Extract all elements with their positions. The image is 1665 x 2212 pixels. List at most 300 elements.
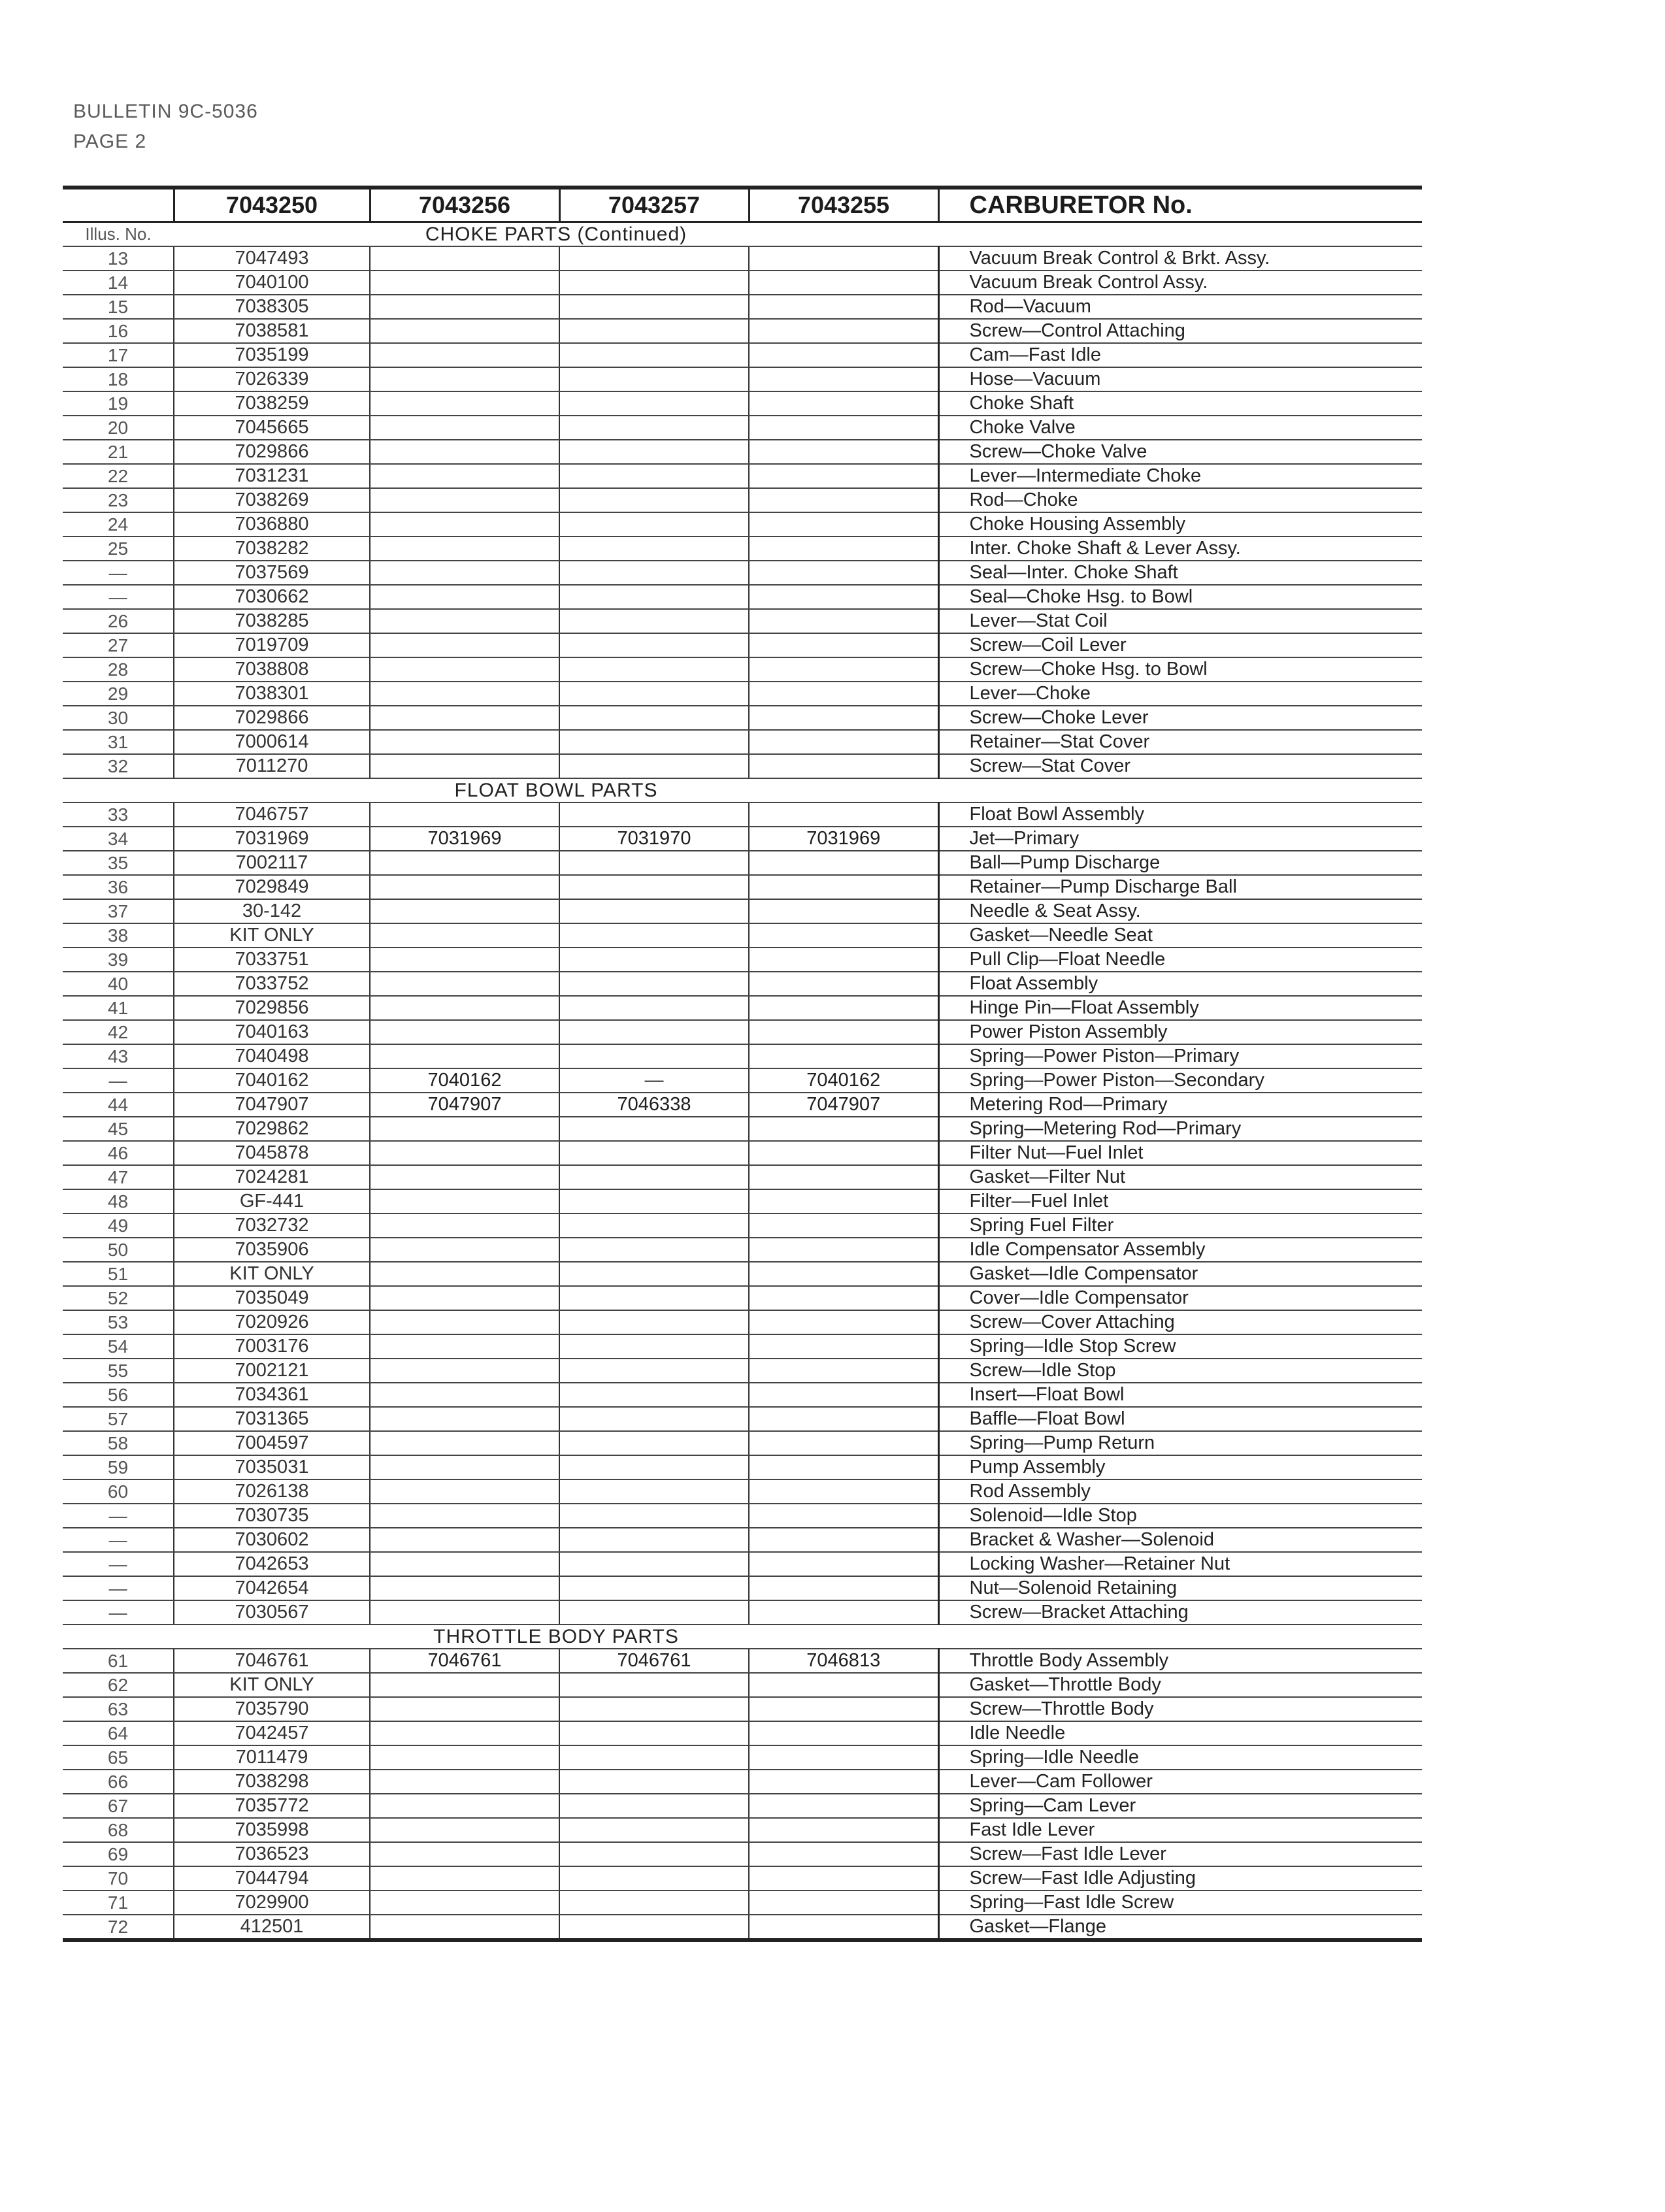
part-number-7043257 bbox=[559, 319, 749, 343]
illus-no: 21 bbox=[63, 440, 174, 464]
part-number-7043257 bbox=[559, 1238, 749, 1262]
part-number: 7035199 bbox=[174, 343, 370, 367]
illus-no: 41 bbox=[63, 996, 174, 1020]
part-number-7043257 bbox=[559, 633, 749, 657]
part-number-7043255 bbox=[749, 1213, 938, 1238]
bulletin-header bbox=[73, 97, 258, 157]
part-number-7043256 bbox=[370, 730, 559, 754]
part-number-7043257 bbox=[559, 271, 749, 295]
part-description: Locking Washer—Retainer Nut bbox=[938, 1552, 1422, 1576]
part-number-7043255 bbox=[749, 536, 938, 561]
table-row bbox=[63, 1286, 1422, 1310]
part-number: 7038269 bbox=[174, 488, 370, 512]
table-row bbox=[63, 271, 1422, 295]
part-number-7043256 bbox=[370, 1165, 559, 1189]
part-number-7043256 bbox=[370, 343, 559, 367]
part-description: Spring—Idle Stop Screw bbox=[938, 1334, 1422, 1359]
part-number-7043256: 7047907 bbox=[370, 1093, 559, 1117]
table-row bbox=[63, 1238, 1422, 1262]
part-number: 7026138 bbox=[174, 1479, 370, 1504]
illus-no: — bbox=[63, 1528, 174, 1552]
part-number-7043256 bbox=[370, 948, 559, 972]
part-description: Retainer—Pump Discharge Ball bbox=[938, 875, 1422, 899]
table-row bbox=[63, 391, 1422, 416]
part-number-7043257 bbox=[559, 1890, 749, 1915]
illus-no: 35 bbox=[63, 851, 174, 875]
table-row bbox=[63, 367, 1422, 391]
illus-no: 45 bbox=[63, 1117, 174, 1141]
part-number: 7004597 bbox=[174, 1431, 370, 1455]
table-row bbox=[63, 1552, 1422, 1576]
part-number-7043257 bbox=[559, 1600, 749, 1625]
part-number-7043257 bbox=[559, 1213, 749, 1238]
illus-no: 40 bbox=[63, 972, 174, 996]
part-number-7043255 bbox=[749, 851, 938, 875]
part-number: 7011270 bbox=[174, 754, 370, 778]
table-row bbox=[63, 1117, 1422, 1141]
part-number: 7024281 bbox=[174, 1165, 370, 1189]
part-number-7043255 bbox=[749, 754, 938, 778]
part-number: 7030735 bbox=[174, 1504, 370, 1528]
part-number-7043255 bbox=[749, 1020, 938, 1044]
part-number-7043257 bbox=[559, 1189, 749, 1213]
part-number-7043257 bbox=[559, 899, 749, 923]
illus-no: 13 bbox=[63, 246, 174, 271]
part-number: 7040498 bbox=[174, 1044, 370, 1068]
table-row bbox=[63, 488, 1422, 512]
part-number-7043255 bbox=[749, 996, 938, 1020]
part-number-7043257 bbox=[559, 1915, 749, 1940]
table-row bbox=[63, 923, 1422, 948]
bulletin-number: BULLETIN 9C-5036 bbox=[73, 101, 258, 122]
part-number-7043255 bbox=[749, 1359, 938, 1383]
part-number: 7029900 bbox=[174, 1890, 370, 1915]
illus-no: 60 bbox=[63, 1479, 174, 1504]
part-number-7043256 bbox=[370, 488, 559, 512]
illus-no: 55 bbox=[63, 1359, 174, 1383]
part-number-7043256 bbox=[370, 802, 559, 827]
part-number-7043255 bbox=[749, 271, 938, 295]
illus-no: 16 bbox=[63, 319, 174, 343]
part-number: 7038282 bbox=[174, 536, 370, 561]
part-number: 7000614 bbox=[174, 730, 370, 754]
part-number-7043256 bbox=[370, 1697, 559, 1721]
illus-no: 56 bbox=[63, 1383, 174, 1407]
part-number: 7038301 bbox=[174, 682, 370, 706]
part-number-7043255 bbox=[749, 1697, 938, 1721]
table-row bbox=[63, 730, 1422, 754]
part-number: 7030662 bbox=[174, 585, 370, 609]
part-description: Choke Shaft bbox=[938, 391, 1422, 416]
table-row bbox=[63, 295, 1422, 319]
table-row bbox=[63, 633, 1422, 657]
part-description: Choke Valve bbox=[938, 416, 1422, 440]
part-description: Jet—Primary bbox=[938, 827, 1422, 851]
illus-no: 22 bbox=[63, 464, 174, 488]
part-number-7043256 bbox=[370, 1770, 559, 1794]
table-row bbox=[63, 1334, 1422, 1359]
table-row bbox=[63, 1431, 1422, 1455]
table-row bbox=[63, 1455, 1422, 1479]
part-number-7043257 bbox=[559, 1262, 749, 1286]
part-number-7043255 bbox=[749, 440, 938, 464]
part-description: Rod Assembly bbox=[938, 1479, 1422, 1504]
part-number: 7036523 bbox=[174, 1842, 370, 1866]
part-description: Idle Compensator Assembly bbox=[938, 1238, 1422, 1262]
table-row bbox=[63, 1576, 1422, 1600]
illus-no: — bbox=[63, 1068, 174, 1093]
part-number-7043256 bbox=[370, 1262, 559, 1286]
part-number-7043256 bbox=[370, 1359, 559, 1383]
part-number-7043255 bbox=[749, 295, 938, 319]
part-number-7043256 bbox=[370, 585, 559, 609]
part-description: Filter Nut—Fuel Inlet bbox=[938, 1141, 1422, 1165]
part-number-7043256 bbox=[370, 1117, 559, 1141]
part-number: 7035049 bbox=[174, 1286, 370, 1310]
part-description: Spring—Power Piston—Primary bbox=[938, 1044, 1422, 1068]
part-description: Seal—Choke Hsg. to Bowl bbox=[938, 585, 1422, 609]
part-description: Rod—Choke bbox=[938, 488, 1422, 512]
part-number: 7045665 bbox=[174, 416, 370, 440]
illus-no: 20 bbox=[63, 416, 174, 440]
part-number-7043256 bbox=[370, 1721, 559, 1745]
part-number: 7046761 bbox=[174, 1649, 370, 1673]
part-number-7043256 bbox=[370, 1213, 559, 1238]
table-row bbox=[63, 1697, 1422, 1721]
part-number-7043255 bbox=[749, 1383, 938, 1407]
table-row bbox=[63, 899, 1422, 923]
part-number-7043256 bbox=[370, 416, 559, 440]
part-number-7043255 bbox=[749, 343, 938, 367]
illus-no: 66 bbox=[63, 1770, 174, 1794]
part-number: 7031969 bbox=[174, 827, 370, 851]
part-number-7043257 bbox=[559, 1383, 749, 1407]
part-description: Screw—Stat Cover bbox=[938, 754, 1422, 778]
part-number-7043256 bbox=[370, 706, 559, 730]
table-row bbox=[63, 1044, 1422, 1068]
illus-no: — bbox=[63, 1552, 174, 1576]
table-row bbox=[63, 1504, 1422, 1528]
part-number: 412501 bbox=[174, 1915, 370, 1940]
illus-no: 48 bbox=[63, 1189, 174, 1213]
section-title: FLOAT BOWL PARTS bbox=[174, 778, 938, 802]
part-description: Needle & Seat Assy. bbox=[938, 899, 1422, 923]
part-number-7043256 bbox=[370, 1310, 559, 1334]
table-row bbox=[63, 416, 1422, 440]
illus-no: 69 bbox=[63, 1842, 174, 1866]
part-number-7043255 bbox=[749, 1238, 938, 1262]
table-row bbox=[63, 1213, 1422, 1238]
illus-no: 17 bbox=[63, 343, 174, 367]
part-number-7043257 bbox=[559, 295, 749, 319]
part-number: 7044794 bbox=[174, 1866, 370, 1890]
part-number-7043255 bbox=[749, 1818, 938, 1842]
table-row bbox=[63, 1721, 1422, 1745]
part-number: 7046757 bbox=[174, 802, 370, 827]
part-number-7043257 bbox=[559, 1842, 749, 1866]
part-number-7043256 bbox=[370, 899, 559, 923]
section-spacer bbox=[938, 778, 1422, 802]
part-number-7043257 bbox=[559, 536, 749, 561]
part-number: 7042457 bbox=[174, 1721, 370, 1745]
part-number-7043256 bbox=[370, 1528, 559, 1552]
part-number-7043256 bbox=[370, 1673, 559, 1697]
part-number: 7038285 bbox=[174, 609, 370, 633]
part-number-7043257 bbox=[559, 1576, 749, 1600]
part-number-7043256 bbox=[370, 972, 559, 996]
part-number-7043255 bbox=[749, 561, 938, 585]
part-number: 7030567 bbox=[174, 1600, 370, 1625]
part-number-7043257 bbox=[559, 585, 749, 609]
illus-no: 19 bbox=[63, 391, 174, 416]
part-number-7043256 bbox=[370, 295, 559, 319]
part-number-7043255 bbox=[749, 657, 938, 682]
part-number-7043257 bbox=[559, 512, 749, 536]
part-number: 7029866 bbox=[174, 706, 370, 730]
part-number-7043256 bbox=[370, 996, 559, 1020]
part-number-7043256 bbox=[370, 633, 559, 657]
illus-no: 64 bbox=[63, 1721, 174, 1745]
part-description: Baffle—Float Bowl bbox=[938, 1407, 1422, 1431]
table-row bbox=[63, 1818, 1422, 1842]
illus-no: 51 bbox=[63, 1262, 174, 1286]
part-number-7043256 bbox=[370, 1890, 559, 1915]
part-number-7043257 bbox=[559, 1528, 749, 1552]
part-number-7043256 bbox=[370, 1189, 559, 1213]
part-number: 7034361 bbox=[174, 1383, 370, 1407]
part-number-7043257 bbox=[559, 948, 749, 972]
table-row bbox=[63, 343, 1422, 367]
part-number-7043257 bbox=[559, 1697, 749, 1721]
illus-no-label bbox=[63, 1625, 174, 1649]
part-number: KIT ONLY bbox=[174, 1673, 370, 1697]
part-number: 7002121 bbox=[174, 1359, 370, 1383]
part-number: 7040162 bbox=[174, 1068, 370, 1093]
part-description: Lever—Intermediate Choke bbox=[938, 464, 1422, 488]
part-number-7043257 bbox=[559, 1504, 749, 1528]
part-description: Spring—Metering Rod—Primary bbox=[938, 1117, 1422, 1141]
illus-no: 61 bbox=[63, 1649, 174, 1673]
part-number-7043256: 7046761 bbox=[370, 1649, 559, 1673]
part-number-7043257 bbox=[559, 1866, 749, 1890]
part-number-7043255 bbox=[749, 802, 938, 827]
part-description: Bracket & Washer—Solenoid bbox=[938, 1528, 1422, 1552]
part-number-7043255 bbox=[749, 391, 938, 416]
part-description: Gasket—Throttle Body bbox=[938, 1673, 1422, 1697]
table-row bbox=[63, 1866, 1422, 1890]
part-number-7043255: 7047907 bbox=[749, 1093, 938, 1117]
illus-no: 30 bbox=[63, 706, 174, 730]
table-row bbox=[63, 827, 1422, 851]
part-number-7043256 bbox=[370, 1407, 559, 1431]
table-row bbox=[63, 1093, 1422, 1117]
part-number-7043255: 7046813 bbox=[749, 1649, 938, 1673]
illus-no: 31 bbox=[63, 730, 174, 754]
table-row bbox=[63, 875, 1422, 899]
part-number-7043257 bbox=[559, 754, 749, 778]
part-number-7043255: 7031969 bbox=[749, 827, 938, 851]
illus-no: 25 bbox=[63, 536, 174, 561]
part-description: Metering Rod—Primary bbox=[938, 1093, 1422, 1117]
parts-table bbox=[63, 186, 1422, 1942]
part-number-7043257 bbox=[559, 391, 749, 416]
part-number-7043255 bbox=[749, 1794, 938, 1818]
part-number-7043257 bbox=[559, 367, 749, 391]
part-number-7043257 bbox=[559, 730, 749, 754]
part-description: Pump Assembly bbox=[938, 1455, 1422, 1479]
part-number: 7036880 bbox=[174, 512, 370, 536]
part-number: 7011479 bbox=[174, 1745, 370, 1770]
part-number-7043255 bbox=[749, 1866, 938, 1890]
part-number: 7035772 bbox=[174, 1794, 370, 1818]
part-number: 30-142 bbox=[174, 899, 370, 923]
part-number-7043256 bbox=[370, 319, 559, 343]
illus-no: 28 bbox=[63, 657, 174, 682]
part-number-7043255 bbox=[749, 1504, 938, 1528]
part-number-7043257 bbox=[559, 996, 749, 1020]
part-description: Cam—Fast Idle bbox=[938, 343, 1422, 367]
part-number-7043257 bbox=[559, 1117, 749, 1141]
table-row bbox=[63, 972, 1422, 996]
table-row bbox=[63, 802, 1422, 827]
table-row bbox=[63, 319, 1422, 343]
part-number: 7045878 bbox=[174, 1141, 370, 1165]
part-number-7043256: 7040162 bbox=[370, 1068, 559, 1093]
part-number-7043257 bbox=[559, 1359, 749, 1383]
part-number-7043255 bbox=[749, 1189, 938, 1213]
part-number-7043255 bbox=[749, 1455, 938, 1479]
part-number-7043257: — bbox=[559, 1068, 749, 1093]
part-number-7043255 bbox=[749, 1721, 938, 1745]
parts-table-body bbox=[63, 188, 1422, 1940]
part-number-7043257: 7031970 bbox=[559, 827, 749, 851]
part-number-7043255 bbox=[749, 246, 938, 271]
part-number: KIT ONLY bbox=[174, 1262, 370, 1286]
part-number-7043257 bbox=[559, 1310, 749, 1334]
part-number-7043255 bbox=[749, 1576, 938, 1600]
part-number-7043256 bbox=[370, 1745, 559, 1770]
part-number: 7042653 bbox=[174, 1552, 370, 1576]
part-description: Vacuum Break Control Assy. bbox=[938, 271, 1422, 295]
part-number-7043257 bbox=[559, 1141, 749, 1165]
section-title: CHOKE PARTS (Continued) bbox=[174, 222, 938, 247]
part-number: 7033751 bbox=[174, 948, 370, 972]
part-number-7043256 bbox=[370, 246, 559, 271]
part-number-7043257 bbox=[559, 1818, 749, 1842]
part-number-7043257 bbox=[559, 1334, 749, 1359]
part-number: 7038259 bbox=[174, 391, 370, 416]
illus-no: 59 bbox=[63, 1455, 174, 1479]
part-description: Filter—Fuel Inlet bbox=[938, 1189, 1422, 1213]
table-row bbox=[63, 851, 1422, 875]
illus-no: 52 bbox=[63, 1286, 174, 1310]
part-number-7043255 bbox=[749, 319, 938, 343]
table-row bbox=[63, 948, 1422, 972]
part-number-7043256 bbox=[370, 1383, 559, 1407]
page-number: PAGE 2 bbox=[73, 131, 147, 152]
illus-no: — bbox=[63, 1576, 174, 1600]
part-number-7043256 bbox=[370, 851, 559, 875]
illus-no: 36 bbox=[63, 875, 174, 899]
illus-no: 37 bbox=[63, 899, 174, 923]
part-number-7043257: 7046761 bbox=[559, 1649, 749, 1673]
part-number-7043257 bbox=[559, 1745, 749, 1770]
part-description: Power Piston Assembly bbox=[938, 1020, 1422, 1044]
illus-no: 49 bbox=[63, 1213, 174, 1238]
illus-no: — bbox=[63, 585, 174, 609]
part-number-7043257 bbox=[559, 1020, 749, 1044]
part-number-7043257 bbox=[559, 561, 749, 585]
part-description: Hinge Pin—Float Assembly bbox=[938, 996, 1422, 1020]
part-description: Retainer—Stat Cover bbox=[938, 730, 1422, 754]
part-number-7043256 bbox=[370, 1238, 559, 1262]
part-number-7043257 bbox=[559, 682, 749, 706]
illus-no: 14 bbox=[63, 271, 174, 295]
part-number-7043256 bbox=[370, 367, 559, 391]
table-row bbox=[63, 1020, 1422, 1044]
part-number-7043255 bbox=[749, 585, 938, 609]
part-number-7043257 bbox=[559, 609, 749, 633]
part-number-7043255 bbox=[749, 1528, 938, 1552]
part-number-7043255 bbox=[749, 972, 938, 996]
part-description: Hose—Vacuum bbox=[938, 367, 1422, 391]
part-description: Inter. Choke Shaft & Lever Assy. bbox=[938, 536, 1422, 561]
header-illus-cell bbox=[63, 188, 174, 222]
table-row bbox=[63, 464, 1422, 488]
part-number: 7047907 bbox=[174, 1093, 370, 1117]
illus-no: 44 bbox=[63, 1093, 174, 1117]
illus-no: 18 bbox=[63, 367, 174, 391]
table-row bbox=[63, 1745, 1422, 1770]
part-number-7043255 bbox=[749, 416, 938, 440]
part-description: Lever—Stat Coil bbox=[938, 609, 1422, 633]
part-description: Solenoid—Idle Stop bbox=[938, 1504, 1422, 1528]
part-description: Idle Needle bbox=[938, 1721, 1422, 1745]
part-description: Spring Fuel Filter bbox=[938, 1213, 1422, 1238]
part-number-7043256 bbox=[370, 271, 559, 295]
illus-no: 42 bbox=[63, 1020, 174, 1044]
section-title: THROTTLE BODY PARTS bbox=[174, 1625, 938, 1649]
part-number-7043255 bbox=[749, 367, 938, 391]
part-number-7043257 bbox=[559, 802, 749, 827]
part-number: 7030602 bbox=[174, 1528, 370, 1552]
part-number-7043255 bbox=[749, 633, 938, 657]
part-number-7043256 bbox=[370, 1600, 559, 1625]
part-number-7043257 bbox=[559, 1286, 749, 1310]
part-number-7043255 bbox=[749, 948, 938, 972]
header-carburetor-no: CARBURETOR No. bbox=[938, 188, 1422, 222]
part-number-7043257 bbox=[559, 246, 749, 271]
part-number: 7035998 bbox=[174, 1818, 370, 1842]
table-row bbox=[63, 609, 1422, 633]
part-description: Fast Idle Lever bbox=[938, 1818, 1422, 1842]
illus-no: 68 bbox=[63, 1818, 174, 1842]
illus-no: 67 bbox=[63, 1794, 174, 1818]
illus-no: 38 bbox=[63, 923, 174, 948]
illus-no: 63 bbox=[63, 1697, 174, 1721]
table-row bbox=[63, 1915, 1422, 1940]
header-carb-7043255: 7043255 bbox=[749, 188, 938, 222]
part-description: Screw—Throttle Body bbox=[938, 1697, 1422, 1721]
section-row bbox=[63, 1625, 1422, 1649]
part-number-7043255 bbox=[749, 1600, 938, 1625]
section-spacer bbox=[938, 222, 1422, 247]
table-row bbox=[63, 1794, 1422, 1818]
part-number-7043255 bbox=[749, 682, 938, 706]
part-description: Rod—Vacuum bbox=[938, 295, 1422, 319]
header-carb-7043256: 7043256 bbox=[370, 188, 559, 222]
part-number-7043257 bbox=[559, 488, 749, 512]
